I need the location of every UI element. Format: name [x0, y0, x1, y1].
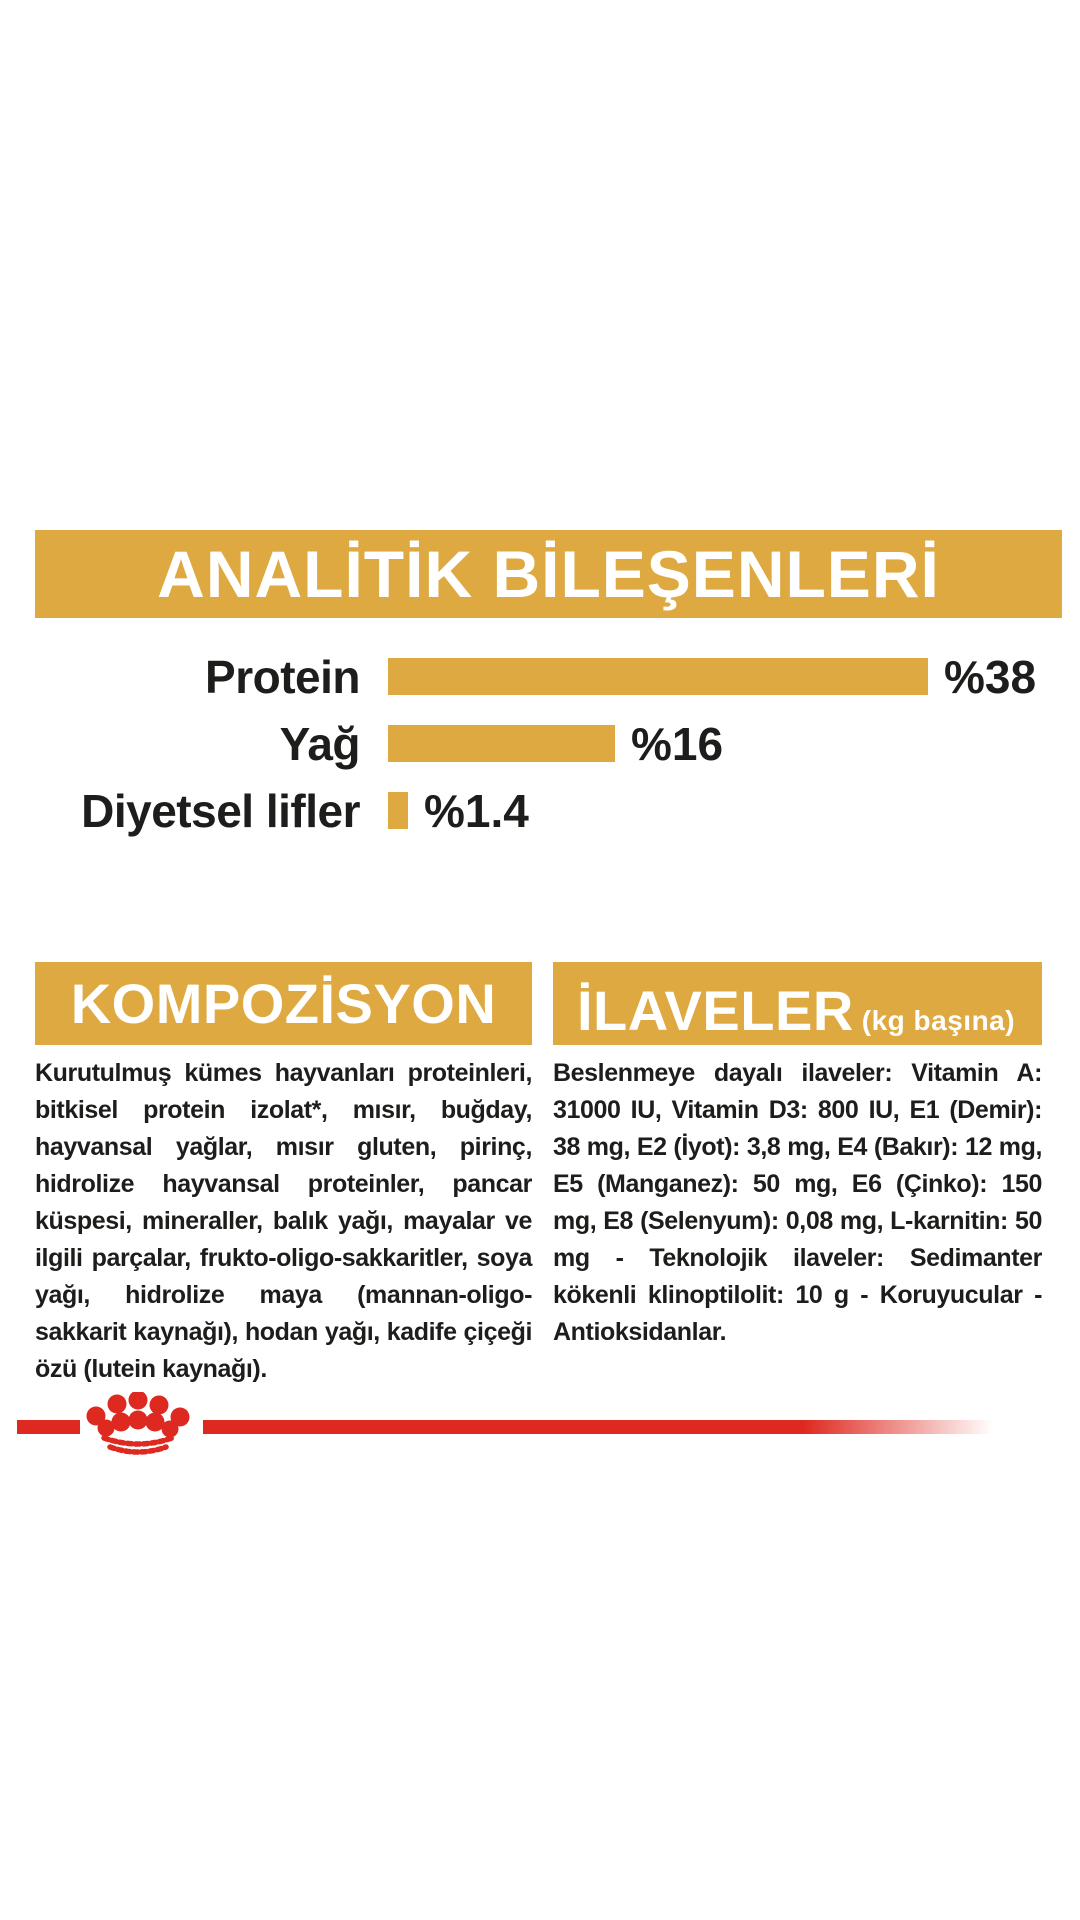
- additives-header: [553, 962, 1042, 1045]
- chart-value-label: %16: [631, 717, 724, 770]
- analytic-components-title: ANALİTİK BİLEŞENLERİ: [157, 537, 940, 611]
- composition-header: [35, 962, 532, 1045]
- composition-body: Kurutulmuş kümes hayvanları proteinleri, bitkisel protein izolat*, mısır, buğday, hayvansal yağlar, mısır gluten, pirinç, hidrolize hayvansal proteinler, pancar küspesi, mineraller, balık yağı, mayalar ve ilgili parçalar, frukto-oligo-sakkaritler, soya yağı, hidrolize maya (mannan-oligo-sakkarit kaynağı), hodan yağı, kadife çiçeği özü (lutein kaynağı).: [35, 1059, 532, 1383]
- nutrition-bar-chart: [0, 643, 1080, 844]
- additives-title: İLAVELER: [577, 979, 854, 1042]
- chart-category-label: Yağ: [279, 717, 360, 770]
- additives-title-suffix: (kg başına): [861, 1005, 1016, 1036]
- chart-bar: [388, 792, 408, 829]
- red-divider-right: [203, 1420, 993, 1434]
- chart-value-label: %1.4: [424, 784, 529, 837]
- composition-title: KOMPOZİSYON: [70, 972, 497, 1035]
- chart-row-protein: [0, 643, 1080, 710]
- chart-category-label: Protein: [205, 650, 360, 703]
- chart-bar: [388, 658, 928, 695]
- royal-canin-crown-icon: [78, 1392, 192, 1456]
- chart-bar: [388, 725, 615, 762]
- chart-category-label: Diyetsel lifler: [81, 784, 360, 837]
- additives-body: Beslenmeye dayalı ilaveler: Vitamin A: 31000 IU, Vitamin D3: 800 IU, E1 (Demir): 38 mg, E2 (İyot): 3,8 mg, E4 (Bakır): 12 mg, E5 (Manganez): 50 mg, E6 (Çinko): 150 mg, E8 (Selenyum): 0,08 mg, L-karnitin: 50 mg - Teknolojik ilaveler: Sedimanter kökenli klinoptilolit: 10 g - Koruyucular - Antioksidanlar.: [553, 1059, 1042, 1346]
- chart-value-label: %38: [944, 650, 1037, 703]
- chart-row-yağ: [0, 710, 1080, 777]
- red-divider-left: [17, 1420, 80, 1434]
- analytic-components-header: [35, 530, 1062, 618]
- chart-row-diyetsel-lifler: [0, 777, 1080, 844]
